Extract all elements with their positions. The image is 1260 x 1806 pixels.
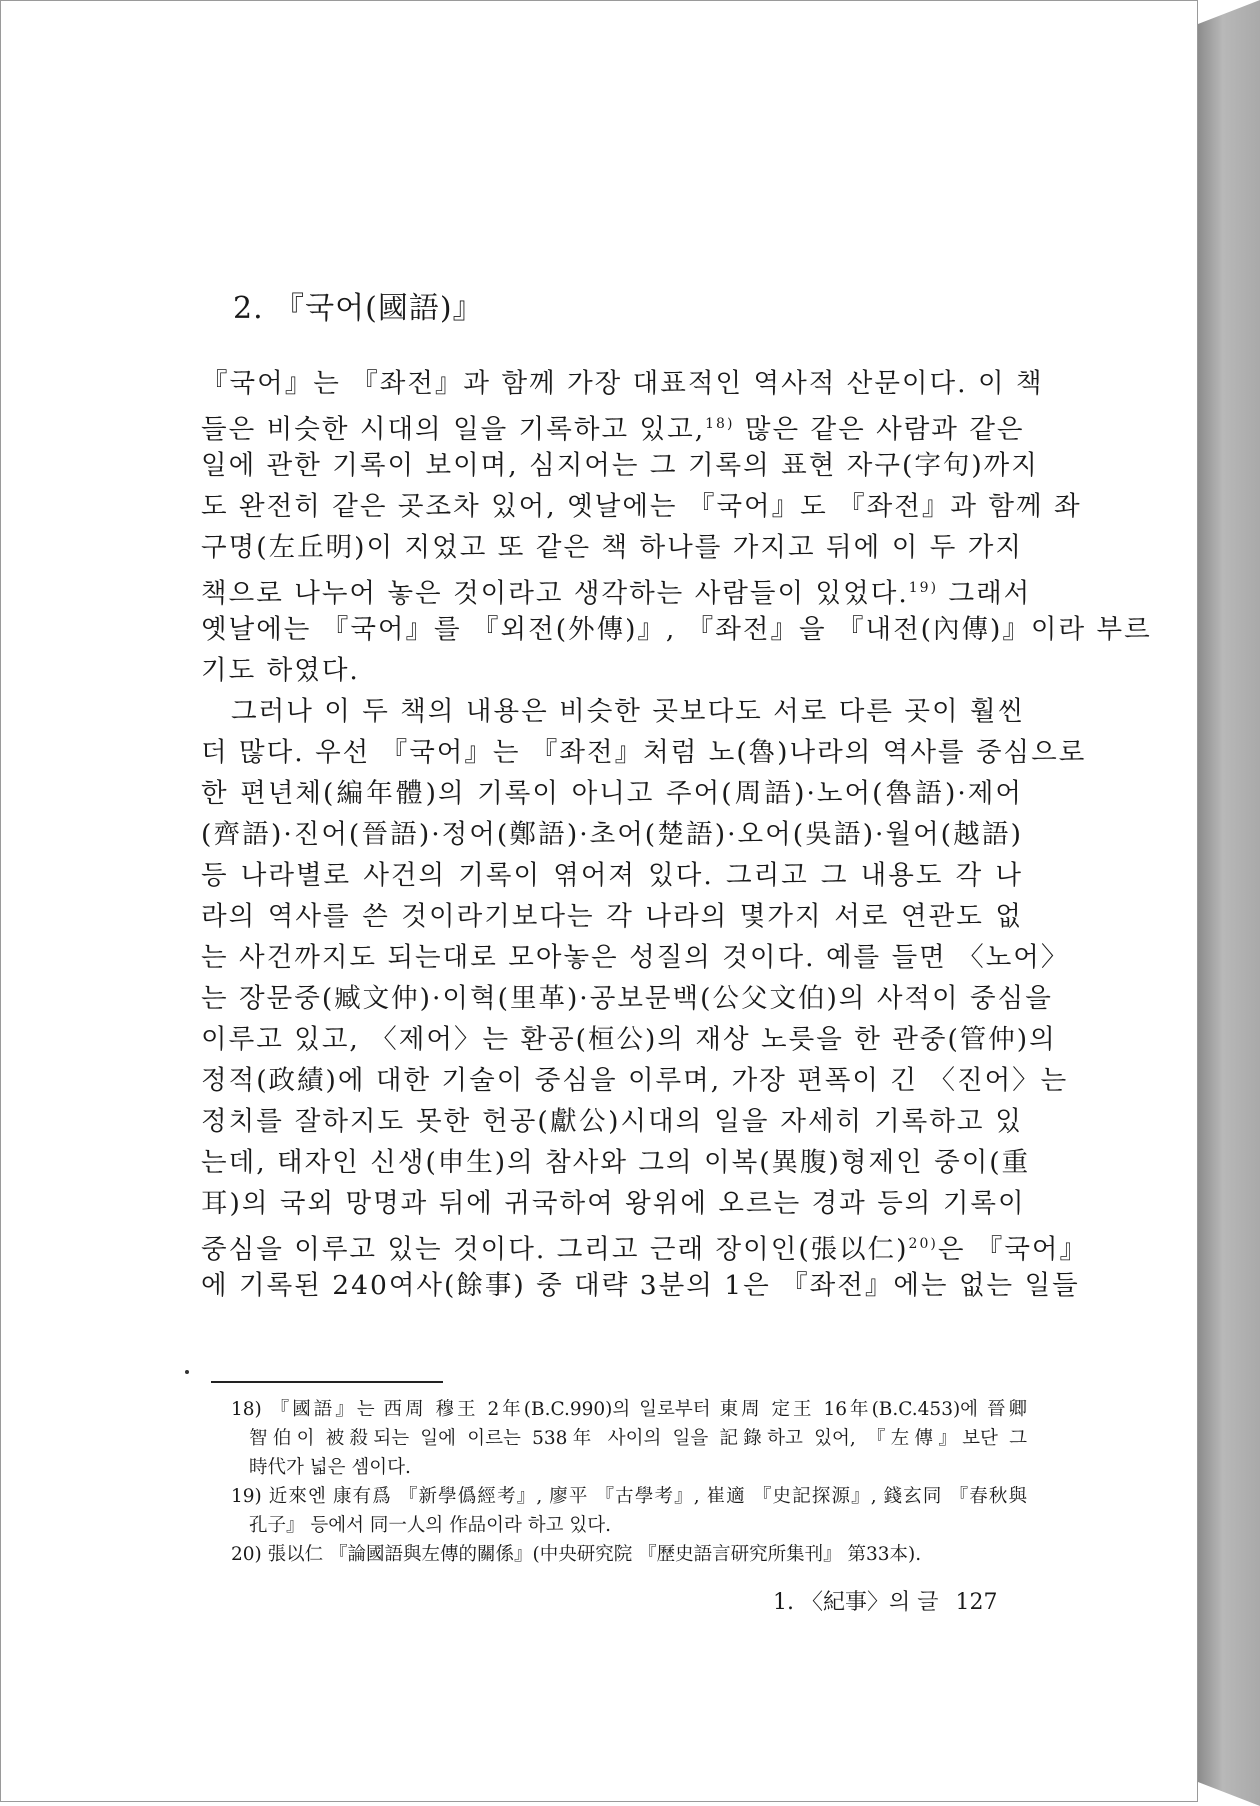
- footnote-18-cont: 時代가 넓은 셈이다.: [249, 1457, 411, 1478]
- footnote-20: 20) 張以仁 『論國語與左傳的關係』(中央研究院 『歷史語言研究所集刊』 第33本).: [231, 1544, 922, 1565]
- footnote-18: 18) 『國語』는 西周 穆王 2年(B.C.990)의 일로부터 東周 定王 16年(B.C.453)에 晉卿: [231, 1399, 1027, 1420]
- body-line: 더 많다. 우선 『국어』는 『좌전』처럼 노(魯)나라의 역사를 중심으로: [201, 737, 1087, 768]
- footnote-ref-18: 18): [705, 416, 735, 432]
- body-line: 정치를 잘하지도 못한 헌공(獻公)시대의 일을 자세히 기록하고 있: [201, 1106, 1023, 1137]
- footnote-19: 19) 近來엔 康有爲 『新學僞經考』, 廖平 『古學考』, 崔適 『史記探源』, 錢玄同 『春秋與: [231, 1486, 1027, 1507]
- body-text: [201, 363, 1152, 1306]
- scan-speck: [185, 1370, 189, 1374]
- footnote-19-cont: 孔子』 등에서 同一人의 作品이라 하고 있다.: [249, 1515, 611, 1536]
- body-line: [201, 568, 1032, 609]
- body-line: 이루고 있고, 〈제어〉는 환공(桓公)의 재상 노릇을 한 관중(管仲)의: [201, 1024, 1057, 1055]
- body-line: [201, 404, 1023, 445]
- body-line: 등 나라별로 사건의 기록이 엮어져 있다. 그리고 그 내용도 각 나: [201, 860, 1023, 891]
- body-line-text: 그래서: [948, 578, 1032, 609]
- footnote-divider: [211, 1381, 443, 1383]
- body-line: 구명(左丘明)이 지었고 또 같은 책 하나를 가지고 뒤에 이 두 가지: [201, 532, 1023, 563]
- page-number: 127: [955, 1590, 998, 1615]
- body-line: 그러나 이 두 책의 내용은 비슷한 곳보다도 서로 다른 곳이 훨씬: [231, 696, 1026, 727]
- body-line: 는데, 태자인 신생(申生)의 참사와 그의 이복(異腹)형제인 중이(重: [201, 1147, 1031, 1178]
- body-line: 도 완전히 같은 곳조차 있어, 옛날에는 『국어』도 『좌전』과 함께 좌: [201, 491, 1082, 522]
- book-edge-shadow: [1198, 0, 1260, 1806]
- body-line: 는 사건까지도 되는대로 모아놓은 성질의 것이다. 예를 들면 〈노어〉: [201, 942, 1070, 973]
- section-title: 2. 『국어(國語)』: [233, 291, 484, 326]
- body-line-text: 책으로 나누어 놓은 것이라고 생각하는 사람들이 있었다.: [201, 578, 909, 609]
- footnote-ref-19: 19): [908, 580, 939, 596]
- footnote-18-cont: 智伯이 被殺되는 일에 이르는 538年 사이의 일을 記錄하고 있어, 『左傳』보단 그: [249, 1428, 1027, 1449]
- body-line: 『국어』는 『좌전』과 함께 가장 대표적인 역사적 산문이다. 이 책: [201, 368, 1044, 399]
- body-line-text: 은 『국어』: [937, 1234, 1089, 1265]
- running-title: 1. 〈紀事〉의 글: [773, 1590, 939, 1615]
- body-line: 는 장문중(臧文仲)·이혁(里革)·공보문백(公父文伯)의 사적이 중심을: [201, 983, 1053, 1014]
- body-line-text: 들은 비슷한 시대의 일을 기록하고 있고,: [201, 414, 706, 445]
- body-line: 정적(政績)에 대한 기술이 중심을 이루며, 가장 편폭이 긴 〈진어〉는: [201, 1065, 1069, 1096]
- footnotes: [231, 1395, 1027, 1569]
- book-edge-corner-top: [1198, 0, 1260, 24]
- body-line: 일에 관한 기록이 보이며, 심지어는 그 기록의 표현 자구(字句)까지: [201, 450, 1039, 481]
- footnote-ref-20: 20): [908, 1236, 938, 1252]
- body-line: 라의 역사를 쓴 것이라기보다는 각 나라의 몇가지 서로 연관도 없: [201, 901, 1023, 932]
- body-line: [201, 1224, 1089, 1265]
- body-line: 耳)의 국외 망명과 뒤에 귀국하여 왕위에 오르는 경과 등의 기록이: [201, 1188, 1026, 1219]
- body-line: 한 편년체(編年體)의 기록이 아니고 주어(周語)·노어(魯語)·제어: [201, 778, 1023, 809]
- body-line-text: 많은 같은 사람과 같은: [744, 414, 1025, 445]
- body-line: 옛날에는 『국어』를 『외전(外傳)』, 『좌전』을 『내전(內傳)』이라 부르: [201, 614, 1152, 645]
- page-footer: [763, 1585, 997, 1616]
- body-line: (齊語)·진어(晉語)·정어(鄭語)·초어(楚語)·오어(吳語)·월어(越語): [201, 819, 1023, 850]
- book-edge-corner-bottom: [1198, 1782, 1260, 1806]
- body-line-text: 중심을 이루고 있는 것이다. 그리고 근래 장이인(張以仁): [201, 1234, 909, 1265]
- body-line: 기도 하였다.: [201, 655, 360, 686]
- body-line: 에 기록된 240여사(餘事) 중 대략 3분의 1은 『좌전』에는 없는 일들: [201, 1270, 1080, 1301]
